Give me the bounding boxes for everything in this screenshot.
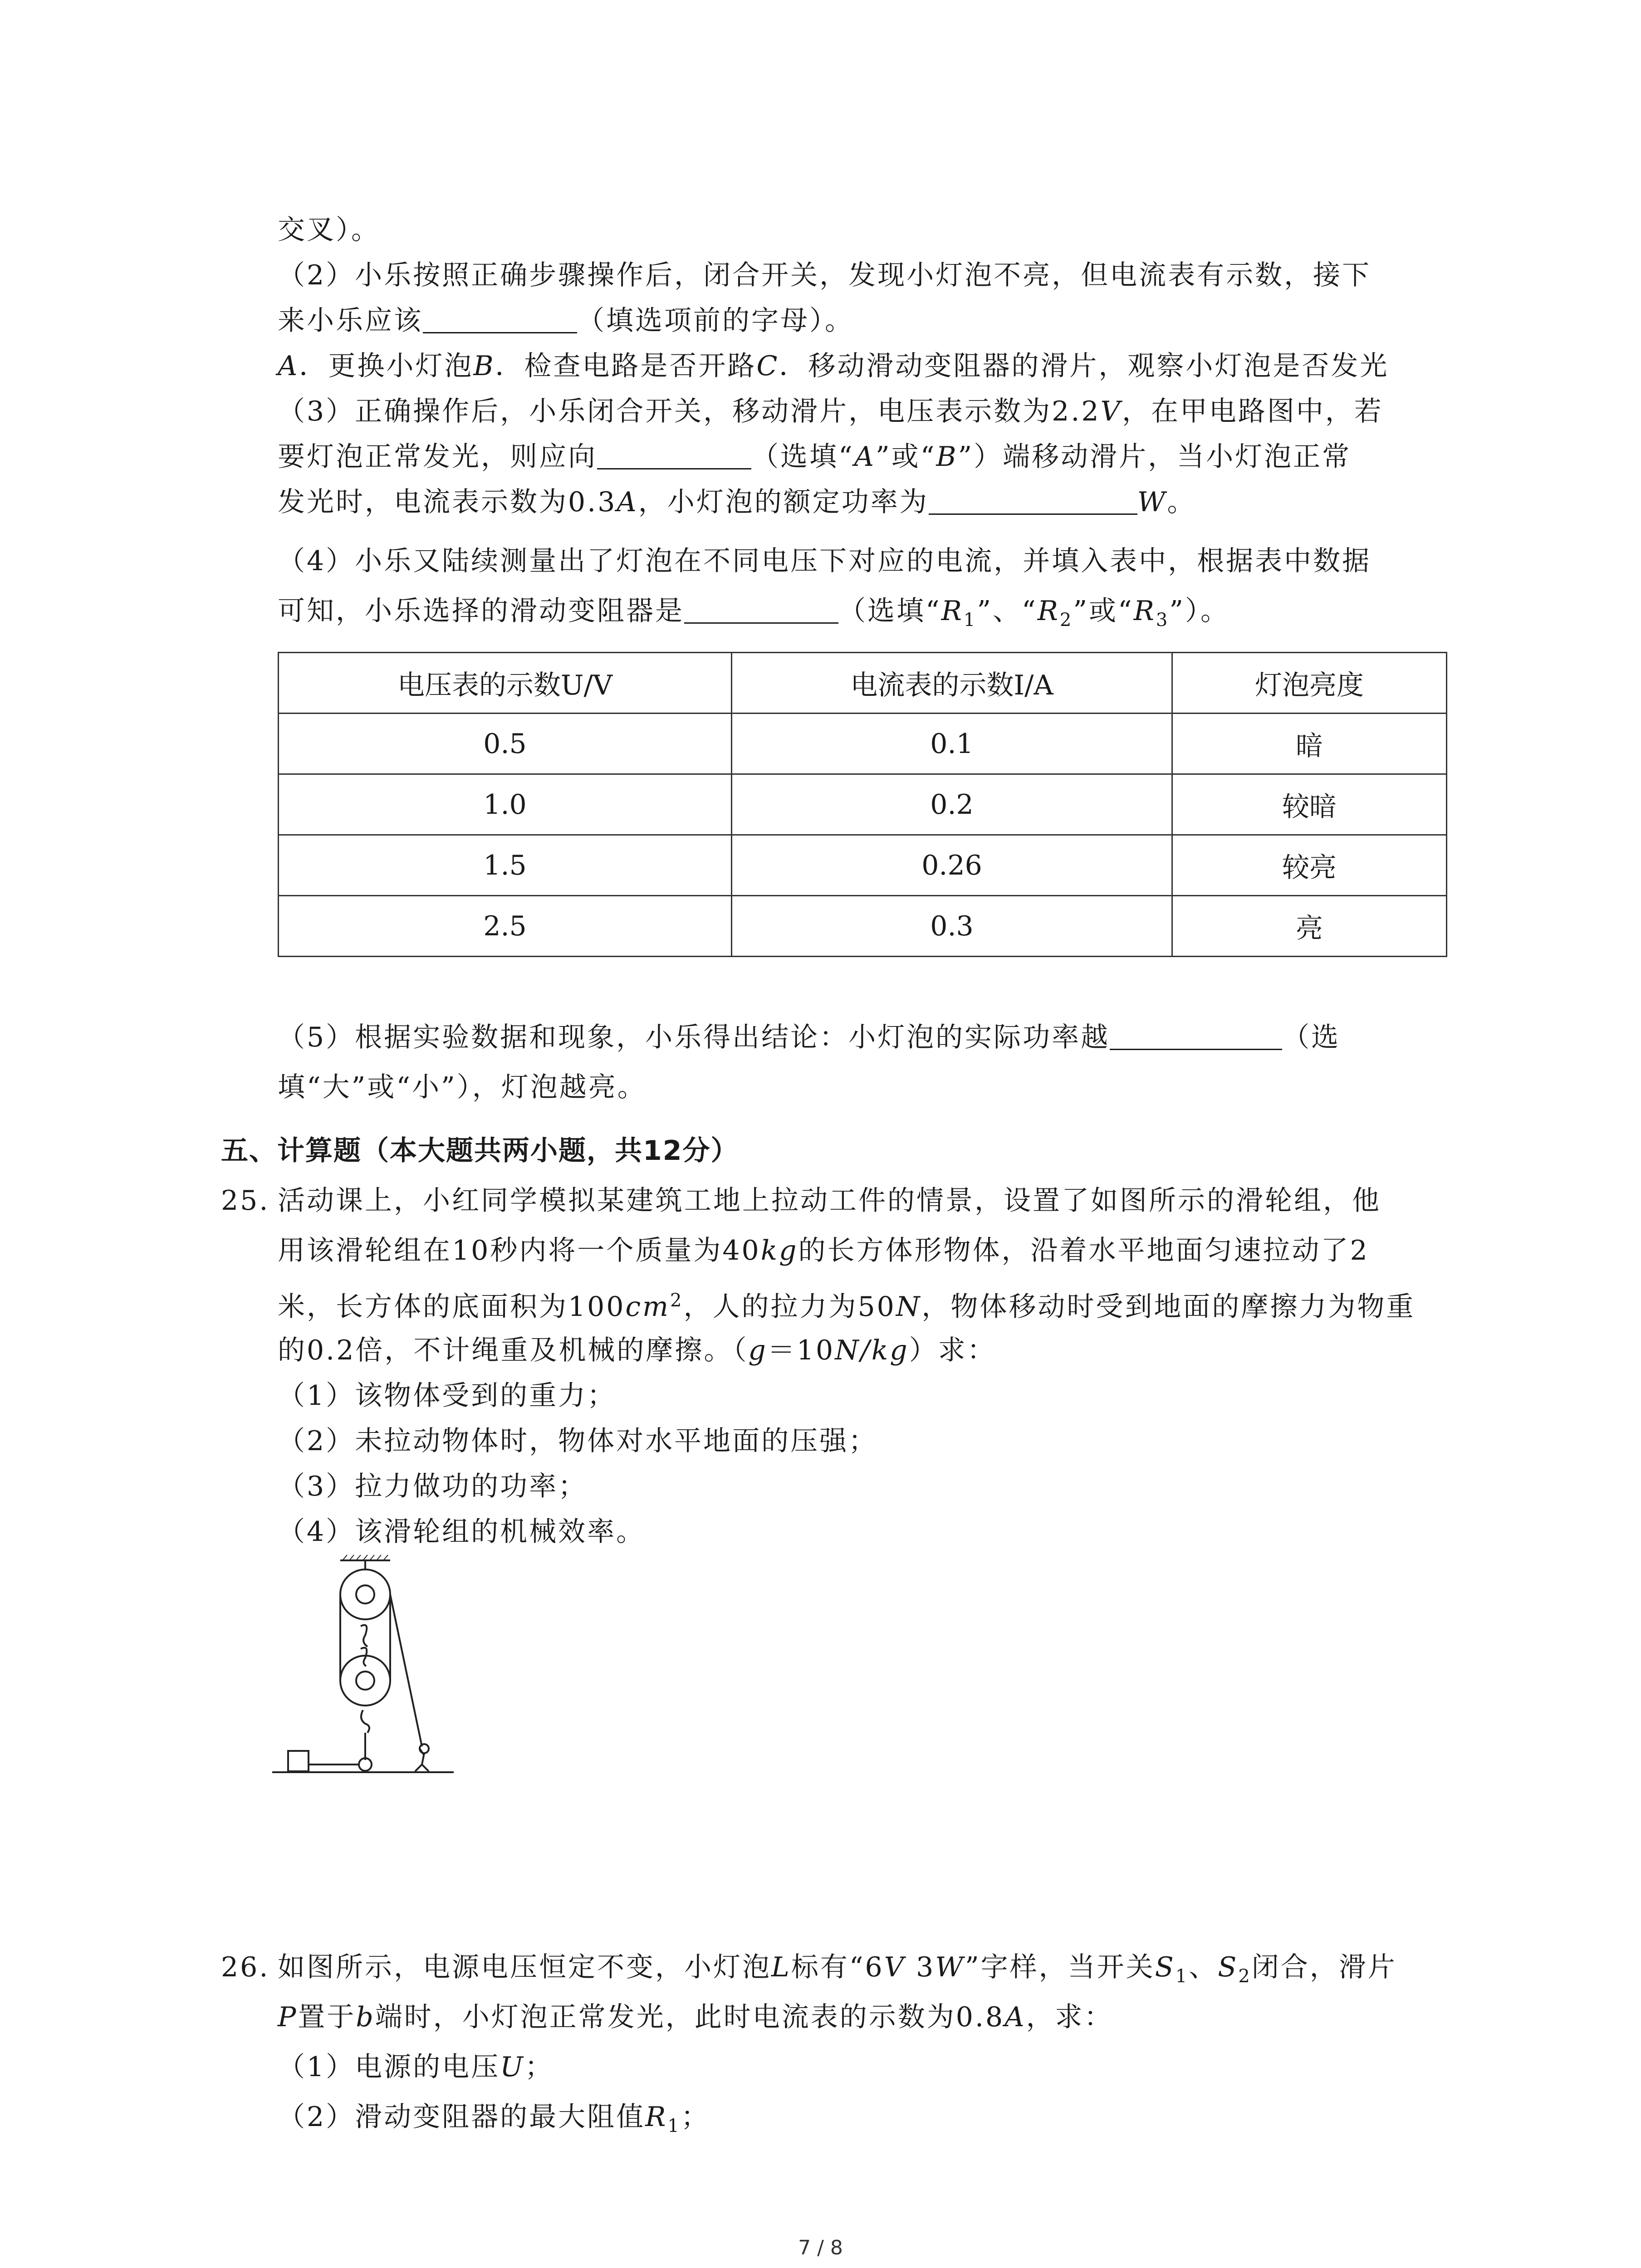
- text: ；: [681, 2101, 710, 2133]
- text: （3）正确操作后，小乐闭合开关，移动滑片，电压表示数为2.2: [278, 396, 1101, 427]
- text: 填“大”或“小”），灯泡越亮。: [278, 1071, 647, 1103]
- box-object: [288, 1751, 309, 1771]
- text: B: [936, 441, 958, 473]
- table-row: [279, 835, 1447, 896]
- text: 标有“6: [791, 1951, 884, 1983]
- table-cell: 0.1: [732, 714, 1172, 774]
- text: g: [748, 1334, 768, 1366]
- answer-blank[interactable]: [597, 441, 751, 469]
- text: S: [1155, 1951, 1176, 1983]
- table-cell: 0.2: [732, 774, 1172, 835]
- text: （选填“: [751, 441, 854, 473]
- text: 置于: [298, 2001, 356, 2033]
- pulley-system-figure: [272, 1551, 481, 1787]
- text: ；: [524, 2051, 554, 2083]
- unit: N/kg: [835, 1334, 909, 1366]
- data-table: [278, 652, 1447, 957]
- text: ，人的拉力为50: [683, 1291, 896, 1323]
- movable-pulley-axle: [356, 1672, 374, 1690]
- text: ，小灯泡的额定功率为: [638, 486, 929, 518]
- text: 米，长方体的底面积为100: [278, 1291, 626, 1323]
- unit: W: [935, 1951, 965, 1983]
- text: R: [645, 2101, 668, 2133]
- text-line: [278, 439, 1351, 475]
- text: ”）端移动滑片，当小灯泡正常: [958, 441, 1352, 473]
- text: ，物体移动时受到地面的摩擦力为物重: [921, 1291, 1416, 1323]
- sub-question: [278, 2099, 710, 2144]
- table-cell: 1.5: [279, 835, 732, 896]
- superscript: 2: [670, 1290, 684, 1311]
- text: ，在甲电路图中，若: [1122, 396, 1383, 427]
- text: 的0.2倍，不计绳重及机械的摩擦。（: [278, 1334, 749, 1366]
- unit: A: [617, 486, 638, 518]
- page-number: 7 / 8: [798, 2236, 843, 2259]
- text: （选: [1282, 1022, 1341, 1053]
- subscript: 3: [1156, 610, 1170, 631]
- subscript: 2: [1238, 1966, 1252, 1987]
- text: ”或“: [1073, 595, 1134, 627]
- text: b: [356, 2001, 375, 2033]
- table-cell: 暗: [1172, 714, 1447, 774]
- text: （1）电源的电压: [278, 2051, 500, 2083]
- text: （4）小乐又陆续测量出了灯泡在不同电压下对应的电流，并填入表中，根据表中数据: [278, 545, 1372, 577]
- text: 。: [1167, 486, 1196, 518]
- table-cell: 0.3: [732, 896, 1172, 957]
- text: L: [771, 1951, 791, 1983]
- text: 活动课上，小红同学模拟某建筑工地上拉动工件的情景，设置了如图所示的滑轮组，他: [278, 1185, 1381, 1217]
- text: S: [1218, 1951, 1239, 1983]
- text-line: [278, 393, 1383, 430]
- table-header-cell: 电压表的示数U/V: [279, 653, 732, 714]
- text-line: [278, 257, 1371, 293]
- text: （2）滑动变阻器的最大阻值: [278, 2101, 646, 2133]
- text-line: [278, 593, 1230, 638]
- text: ”或“: [876, 441, 936, 473]
- unit: cm: [625, 1291, 671, 1323]
- option-letter: A: [278, 350, 299, 382]
- fixed-pulley: [340, 1569, 390, 1619]
- text: 要灯泡正常发光，则应向: [278, 441, 597, 473]
- text: 来小乐应该: [278, 305, 423, 337]
- table-cell: 较暗: [1172, 774, 1447, 835]
- question-number: 25.: [221, 1185, 270, 1217]
- subscript: 1: [1175, 1966, 1189, 1987]
- sub-question: （1）该物体受到的重力；: [278, 1380, 617, 1412]
- table-header-row: [279, 653, 1447, 714]
- unit: A: [1004, 2001, 1026, 2033]
- subscript: 1: [667, 2116, 681, 2136]
- answer-blank[interactable]: [684, 595, 838, 624]
- table-cell: 2.5: [279, 896, 732, 957]
- answer-blank[interactable]: [423, 305, 577, 333]
- text: ．更换小灯泡: [299, 350, 474, 382]
- table-header-cell: 电流表的示数I/A: [732, 653, 1172, 714]
- text: ，求：: [1026, 2001, 1113, 2033]
- option-letter: B: [473, 350, 495, 382]
- sub-question: [278, 2049, 554, 2085]
- text-line: [278, 303, 854, 339]
- hook: [361, 1625, 367, 1647]
- text: 、: [1189, 1951, 1218, 1983]
- text-line: [278, 1282, 1415, 1325]
- table-row: [279, 896, 1447, 957]
- hook: [361, 1648, 367, 1667]
- text: R: [1133, 595, 1156, 627]
- unit: V: [1100, 396, 1122, 427]
- hook: [361, 1710, 369, 1733]
- text: 闭合，滑片: [1251, 1951, 1397, 1983]
- subscript: 1: [963, 610, 977, 631]
- text-line: [278, 212, 380, 248]
- text: ）求：: [909, 1334, 996, 1366]
- text: （填选项前的字母）。: [577, 305, 854, 337]
- text: （2）小乐按照正确步骤操作后，闭合开关，发现小灯泡不亮，但电流表有示数，接下: [278, 259, 1372, 291]
- text: ．移动滑动变阻器的滑片，观察小灯泡是否发光: [779, 350, 1389, 382]
- unit: kg: [760, 1235, 798, 1266]
- text-line: [278, 484, 1196, 520]
- ground-pulley: [359, 1758, 372, 1771]
- text: （选填“: [838, 595, 941, 627]
- text: 可知，小乐选择的滑动变阻器是: [278, 595, 684, 627]
- section-heading: 五、计算题（本大题共两小题，共12分）: [221, 1135, 739, 1167]
- text: 交叉）。: [278, 214, 380, 246]
- table-cell: 亮: [1172, 896, 1447, 957]
- text-line: [278, 1232, 1369, 1269]
- movable-pulley: [340, 1656, 390, 1706]
- question-number: 26.: [221, 1951, 270, 1983]
- text: R: [1037, 595, 1060, 627]
- text-line: [278, 1183, 1381, 1219]
- text: 的长方体形物体，沿着水平地面匀速拉动了2: [798, 1235, 1369, 1266]
- sub-question: （2）未拉动物体时，物体对水平地面的压强；: [278, 1425, 878, 1457]
- sub-question: （4）该滑轮组的机械效率。: [278, 1516, 646, 1548]
- text: 如图所示，电源电压恒定不变，小灯泡: [278, 1951, 771, 1983]
- answer-blank[interactable]: [1110, 1022, 1282, 1050]
- text: R: [941, 595, 964, 627]
- table-cell: 较亮: [1172, 835, 1447, 896]
- text: U: [500, 2051, 525, 2083]
- text: （5）根据实验数据和现象，小乐得出结论：小灯泡的实际功率越: [278, 1022, 1110, 1053]
- option-letter: C: [756, 350, 779, 382]
- table-row: [279, 774, 1447, 835]
- text: P: [278, 2001, 298, 2033]
- text: ＝10: [767, 1334, 835, 1366]
- unit: N: [896, 1291, 922, 1323]
- text: 发光时，电流表示数为0.3: [278, 486, 617, 518]
- unit: W: [1137, 486, 1167, 518]
- table-row: [279, 714, 1447, 774]
- text: 端时，小灯泡正常发光，此时电流表的示数为0.8: [375, 2001, 1005, 2033]
- text-line: [278, 1069, 647, 1105]
- text: 用该滑轮组在10秒内将一个质量为40: [278, 1235, 761, 1266]
- sub-question: （3）拉力做功的功率；: [278, 1471, 588, 1502]
- options-line: [278, 348, 1389, 384]
- text-line: [278, 1999, 1113, 2035]
- rope: [390, 1594, 422, 1746]
- text: ．检查电路是否开路: [495, 350, 757, 382]
- text: ”、“: [977, 595, 1038, 627]
- text: ”）。: [1169, 595, 1230, 627]
- answer-blank[interactable]: [929, 486, 1137, 515]
- table-cell: 0.5: [279, 714, 732, 774]
- table-cell: 1.0: [279, 774, 732, 835]
- text: A: [854, 441, 876, 473]
- table-cell: 0.26: [732, 835, 1172, 896]
- unit: V: [884, 1951, 906, 1983]
- text: 3: [906, 1951, 936, 1983]
- text: ”字样，当开关: [965, 1951, 1155, 1983]
- table-header-cell: 灯泡亮度: [1172, 653, 1447, 714]
- fixed-pulley-axle: [356, 1585, 374, 1603]
- text-line: [278, 1949, 1397, 1994]
- text-line: [278, 1019, 1340, 1056]
- text-line: [278, 543, 1371, 579]
- subscript: 2: [1059, 610, 1073, 631]
- text-line: [278, 1332, 996, 1369]
